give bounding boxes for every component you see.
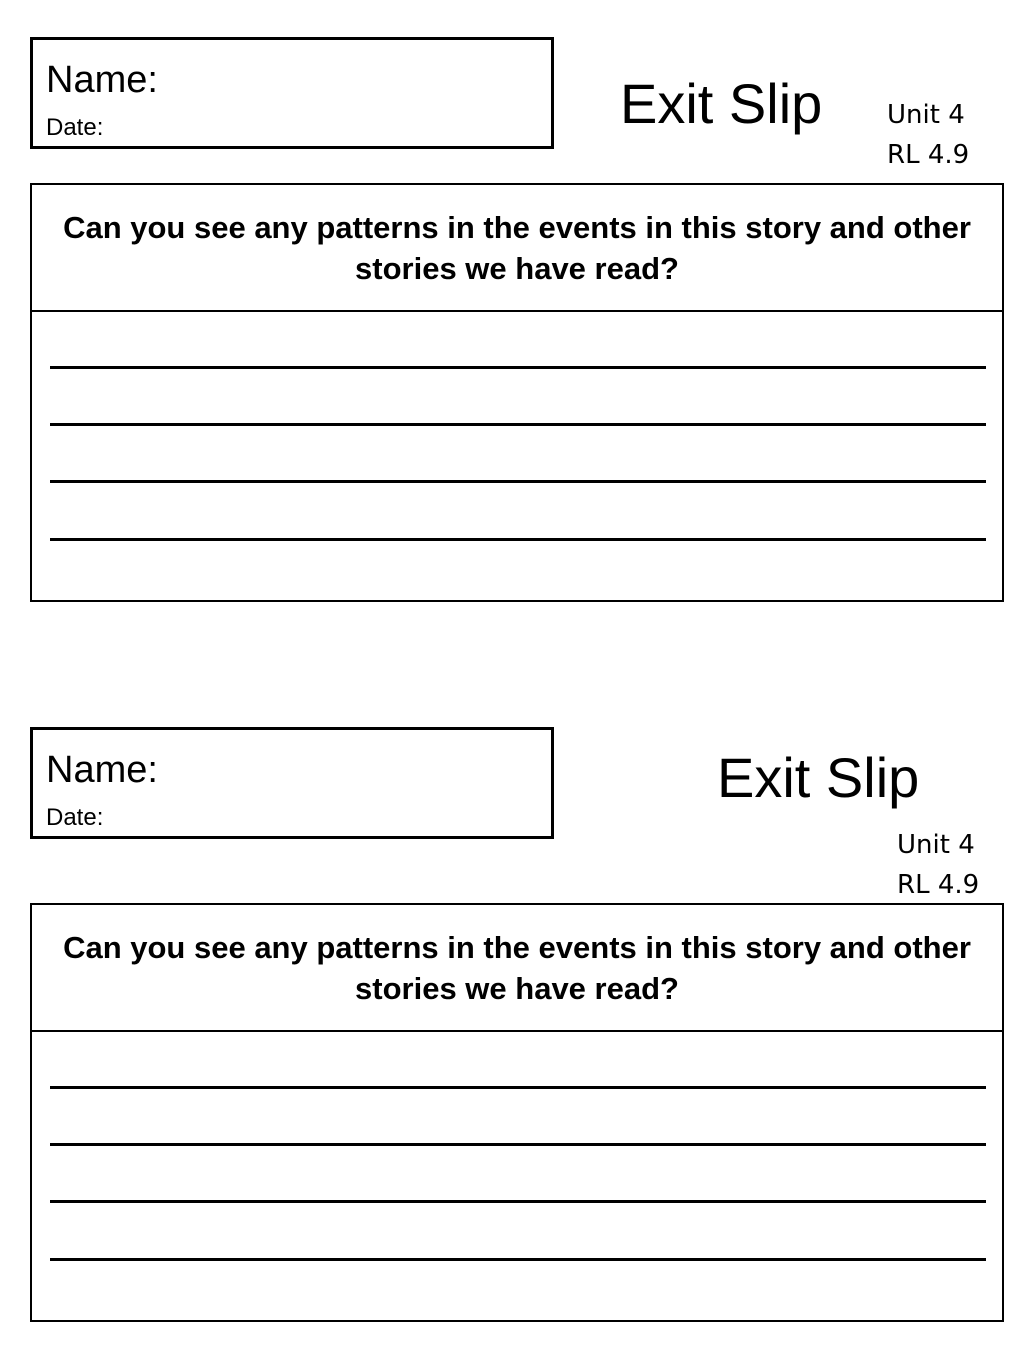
name-date-box [30, 727, 554, 839]
standard-label: RL 4.9 [887, 140, 970, 170]
answer-area [32, 312, 1002, 600]
answer-line [50, 1143, 986, 1146]
unit-info [887, 95, 969, 175]
answer-line [50, 1200, 986, 1203]
date-label: Date: [46, 804, 104, 831]
question-table [30, 903, 1004, 1322]
answer-line [50, 366, 986, 369]
answer-line [50, 480, 986, 483]
answer-area [32, 1032, 1002, 1320]
slip-title: Exit Slip [620, 72, 823, 135]
unit-label: Unit 4 [887, 100, 965, 130]
name-label: Name: [46, 749, 158, 791]
answer-line [50, 1258, 986, 1261]
name-date-box [30, 37, 554, 149]
answer-line [50, 538, 986, 541]
answer-line [50, 423, 986, 426]
question-text: Can you see any patterns in the events in this story and other stories we have read? [63, 929, 971, 1006]
name-label: Name: [46, 59, 158, 101]
question-cell [32, 185, 1002, 312]
date-label: Date: [46, 114, 104, 141]
slip-title: Exit Slip [717, 746, 920, 809]
exit-slip-top [0, 0, 1024, 620]
unit-label: Unit 4 [897, 830, 975, 860]
question-text: Can you see any patterns in the events in this story and other stories we have read? [63, 209, 971, 286]
question-cell [32, 905, 1002, 1032]
question-table [30, 183, 1004, 602]
answer-line [50, 1086, 986, 1089]
unit-info [897, 825, 979, 905]
standard-label: RL 4.9 [897, 870, 980, 900]
exit-slip-bottom [0, 690, 1024, 1350]
